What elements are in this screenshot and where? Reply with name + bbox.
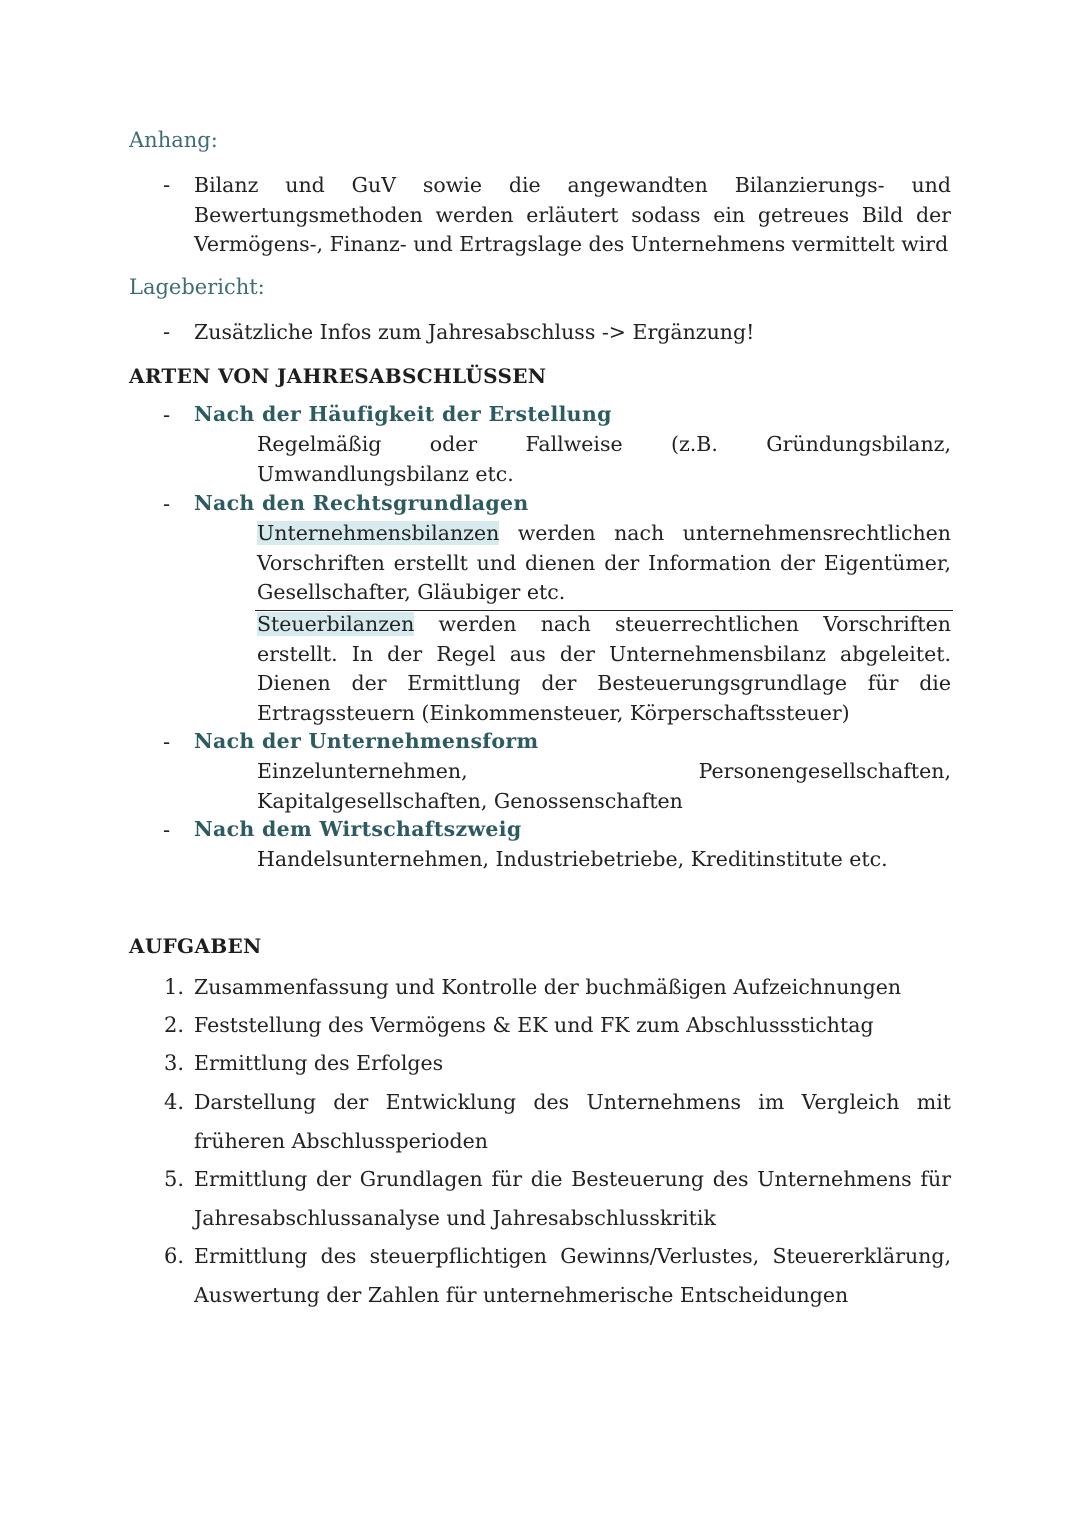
arten-item-text: Regelmäßig oder Fallweise (z.B. Gründungsbilanz, Umwandlungsbilanz etc. bbox=[257, 432, 951, 486]
bullet-dash: - bbox=[163, 320, 171, 344]
list-item: Zusammenfassung und Kontrolle der buchmäßigen Aufzeichnungen bbox=[194, 975, 902, 999]
list-item: Ermittlung der Grundlagen für die Besteuerung des Unternehmens für Jahresabschlussanalyse und Jahresabschlusskritik bbox=[194, 1167, 951, 1230]
arten-heading: ARTEN VON JAHRESABSCHLÜSSEN bbox=[129, 364, 547, 388]
list-number: 3. bbox=[163, 1051, 184, 1075]
list-number: 5. bbox=[163, 1167, 184, 1191]
bullet-dash: - bbox=[163, 730, 171, 754]
aufgaben-heading: AUFGABEN bbox=[129, 934, 262, 958]
unternehmensbilanzen-paragraph: Unternehmensbilanzen werden nach unternehmensrechtlichen Vorschriften erstellt und dienen der Information der Eigentümer, Gesellschafter, Gläubiger etc. bbox=[257, 521, 951, 604]
anhang-label: Anhang: bbox=[129, 128, 218, 152]
arten-item-title: Nach der Unternehmensform bbox=[194, 729, 539, 753]
arten-item-title: Nach dem Wirtschaftszweig bbox=[194, 817, 522, 841]
bullet-dash: - bbox=[163, 492, 171, 516]
anhang-bullet-text: Bilanz und GuV sowie die angewandten Bilanzierungs- und Bewertungsmethoden werden erläutert sodass ein getreues Bild der Vermögens-, Finanz- und Ertragslage des Unternehmens vermittelt wird bbox=[194, 173, 951, 256]
highlighted-term: Unternehmensbilanzen bbox=[257, 521, 500, 545]
arten-item-text: Handelsunternehmen, Industriebetriebe, Kreditinstitute etc. bbox=[257, 847, 888, 871]
list-number: 6. bbox=[163, 1244, 184, 1268]
list-item: Darstellung der Entwicklung des Unternehmens im Vergleich mit früheren Abschlussperioden bbox=[194, 1090, 951, 1153]
steuerbilanzen-paragraph: Steuerbilanzen werden nach steuerrechtlichen Vorschriften erstellt. In der Regel aus der Unternehmensbilanz abgeleitet. Dienen der Ermittlung der Besteuerungsgrundlage für die Ertragssteuern (Einkommensteuer, Körperschaftssteuer) bbox=[257, 612, 951, 725]
lagebericht-bullet-text: Zusätzliche Infos zum Jahresabschluss -> Ergänzung! bbox=[194, 320, 755, 344]
arten-item-title: Nach den Rechtsgrundlagen bbox=[194, 491, 529, 515]
list-number: 2. bbox=[163, 1013, 184, 1037]
list-number: 1. bbox=[163, 975, 184, 999]
bullet-dash: - bbox=[163, 173, 171, 197]
list-item: Feststellung des Vermögens & EK und FK zum Abschlussstichtag bbox=[194, 1013, 874, 1037]
list-item: Ermittlung des steuerpflichtigen Gewinns/Verlustes, Steuererklärung, Auswertung der Zahlen für unternehmerische Entscheidungen bbox=[194, 1244, 951, 1307]
list-number: 4. bbox=[163, 1090, 184, 1114]
lagebericht-label: Lagebericht: bbox=[129, 275, 265, 299]
bullet-dash: - bbox=[163, 403, 171, 427]
bullet-dash: - bbox=[163, 818, 171, 842]
list-item: Ermittlung des Erfolges bbox=[194, 1051, 444, 1075]
arten-item-text: Einzelunternehmen, Personengesellschaften, Kapitalgesellschaften, Genossenschaften bbox=[257, 759, 951, 813]
arten-item-title: Nach der Häufigkeit der Erstellung bbox=[194, 402, 612, 426]
highlighted-term: Steuerbilanzen bbox=[257, 612, 415, 636]
